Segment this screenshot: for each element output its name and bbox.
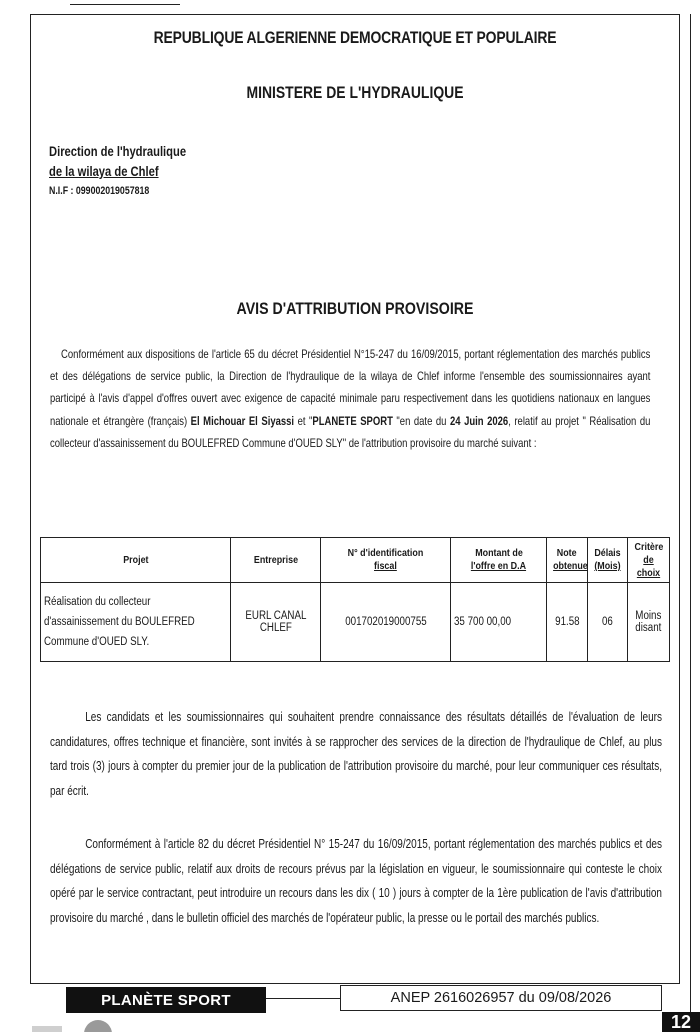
appeal-text: Conformément à l'article 82 du décret Présidentiel N° 15-247 du 16/09/2015, portant réglementation des marchés publics et des délégations de service public, relatif aux droits de recours prévus par la législation en vigueur, le soumissionnaire qui conteste le choix opéré par le service contractant, peut introduire un recours dans les dix ( 10 ) jours à compter de la 1ère publication de l'avis d'attribution provisoire du marché , dans le bulletin officiel des marchés de l'opérateur public, la presse ou le portail des marchés publics. <box>50 837 662 925</box>
header-delais: Délais (Mois) <box>588 538 628 583</box>
newspaper-2: PLANETE SPORT <box>312 413 393 428</box>
intro-text-3: "en date du <box>392 413 450 428</box>
header-nif: N° d'identification fiscal <box>321 538 451 583</box>
issuer-nif: N.I.F : 099002019057818 <box>49 185 150 197</box>
header-projet: Projet <box>41 538 231 583</box>
issuer-line-1: Direction de l'hydraulique <box>49 143 187 159</box>
results-text: Les candidats et les soumissionnaires qui souhaitent prendre connaissance des résultats détaillés de l'évaluation de leurs candidatures, offres technique et financière, sont invités à se rapprocher des services de la direction de l'hydraulique de Chlef, au plus tard trois (3) jours à compter du premier jour de la publication de l'attribution provisoire du marché, pour leur communiquer ces résultats, par écrit. <box>50 710 662 798</box>
publication-banner: PLANÈTE SPORT <box>66 987 266 1013</box>
intro-text-4: , relatif au projet " Réalisation du collecteur d'assainissement du BOULEFRED Commune d'OUED SLY" de l'attribution provisoire du marché suivant : <box>50 413 651 450</box>
logo-fragment-icon <box>28 1016 118 1032</box>
table-header-row <box>41 538 670 583</box>
award-table <box>40 537 670 662</box>
footer-rule <box>266 998 340 999</box>
notice-title: AVIS D'ATTRIBUTION PROVISOIRE <box>236 300 474 318</box>
cell-delais: 06 <box>588 583 628 662</box>
cell-montant: 35 700 00,00 <box>451 583 547 662</box>
ministry-header: MINISTERE DE L'HYDRAULIQUE <box>246 83 464 102</box>
issuer-line-2: de la wilaya de Chlef <box>49 163 159 179</box>
cell-note: 91.58 <box>547 583 588 662</box>
header-montant: Montant de l'offre en D.A <box>451 538 547 583</box>
page-number: 12 <box>662 1012 700 1032</box>
intro-text-2: et " <box>294 413 313 428</box>
cell-entreprise: EURL CANAL CHLEF <box>231 583 321 662</box>
cell-projet: Réalisation du collecteur d'assainissement du BOULEFRED Commune d'OUED SLY. <box>41 583 231 662</box>
header-note: Note obtenue <box>547 538 588 583</box>
issuer-block <box>49 141 186 201</box>
intro-text-1: Conformément aux dispositions de l'article 65 du décret Présidentiel N°15-247 du 16/09/2015, portant réglementation des marchés publics et des délégations de service public, la Direction de l'hydraulique de la wilaya de Chlef informe l'ensemble des soumissionnaires ayant participé à l'avis d'appel d'offres ouvert avec exigence de capacité minimale paru respectivement dans les quotidiens nationaux en langues nationale et étrangère (français) <box>50 347 651 428</box>
intro-paragraph <box>50 343 650 454</box>
appeal-paragraph <box>50 832 662 930</box>
cell-critere: Moins disant <box>628 583 670 662</box>
republic-header: REPUBLIQUE ALGERIENNE DEMOCRATIQUE ET POPULAIRE <box>153 28 557 47</box>
table-row <box>41 583 670 662</box>
top-rule <box>70 4 180 5</box>
header-critere: Critère de choix <box>628 538 670 583</box>
results-paragraph <box>50 705 662 803</box>
cell-nif: 001702019000755 <box>321 583 451 662</box>
column-rule <box>690 14 691 1014</box>
newspaper-1: El Michouar El Siyassi <box>190 413 295 428</box>
header-entreprise: Entreprise <box>231 538 321 583</box>
publication-date: 24 Juin 2026 <box>449 413 509 428</box>
anep-reference: ANEP 2616026957 du 09/08/2026 <box>340 985 662 1011</box>
